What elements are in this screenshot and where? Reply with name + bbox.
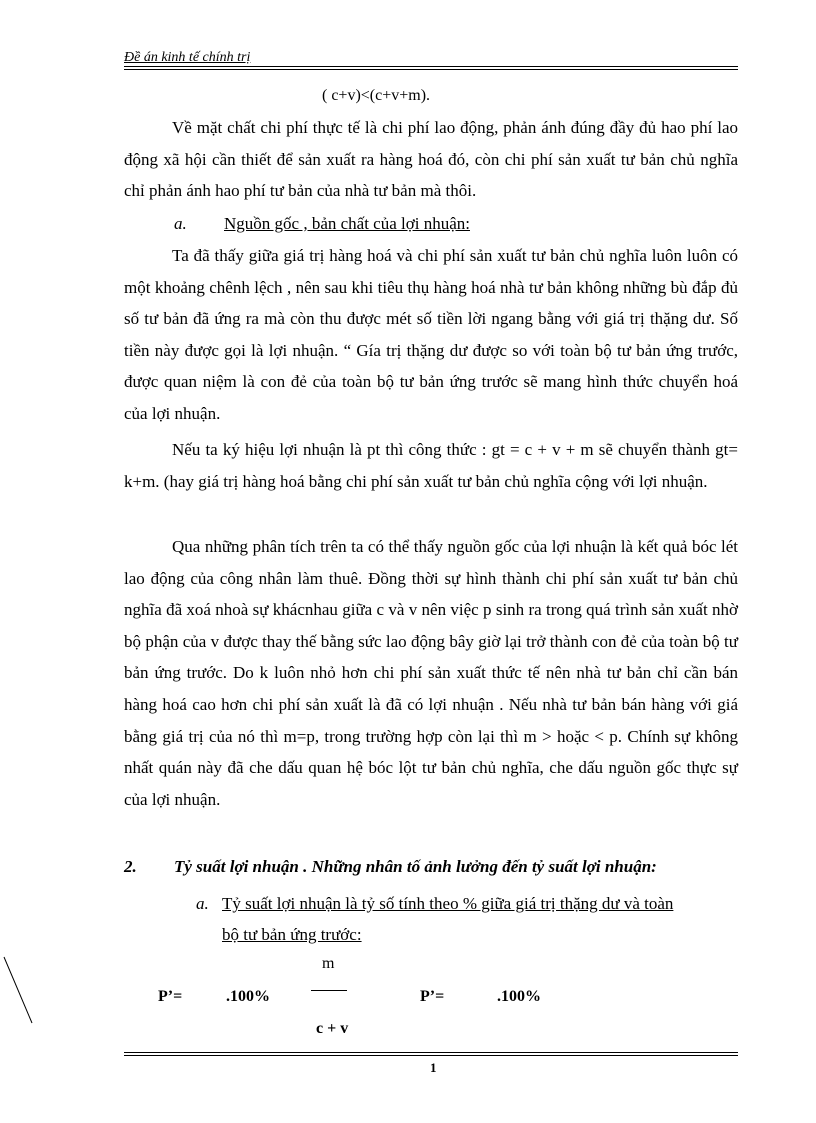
subheading-letter: a.	[174, 214, 187, 233]
formula-numerator: m	[322, 955, 335, 972]
formula-value-1: .100%	[226, 988, 270, 1005]
subheading-a-origin	[174, 214, 470, 234]
formula-value-2: .100%	[497, 988, 541, 1005]
section-number: 2.	[124, 857, 137, 876]
subheading-line-1: Tỷ suất lợi nhuận là tỷ số tính theo % giữa giá trị thặng dư và toàn	[222, 894, 674, 913]
subheading-letter: a.	[196, 894, 209, 913]
formula-label-1: P’=	[158, 988, 183, 1005]
paragraph-2-text: Ta đã thấy giữa giá trị hàng hoá và chi phí sản xuất tư bản chủ nghĩa luôn luôn có một khoảng chênh lệch , nên sau khi tiêu thụ hàng hoá nhà tư bản không những bù đắp đủ số tư bản đã ứng ra mà còn thu được mét số tiền lời ngang bằng với giá trị thặng dư. Số tiền này được gọi là lợi nhuận. “ Gía trị thặng dư được so với toàn bộ tư bản ứng trước, được quan niệm là con đẻ của toàn bộ tư bản ứng trước sẽ mang hình thức chuyển hoá của lợi nhuận.	[124, 246, 738, 423]
footer-rule-top	[124, 1052, 738, 1053]
paragraph-3-text: Nếu ta ký hiệu lợi nhuận là pt thì công thức : gt = c + v + m sẽ chuyển thành gt= k+m. (hay giá trị hàng hoá bằng chi phí sản xuất tư bản chủ nghĩa cộng với lợi nhuận.	[124, 440, 738, 491]
paragraph-3	[124, 434, 738, 497]
formula-denominator: c + v	[316, 1020, 349, 1037]
formula-label-2: P’=	[420, 988, 445, 1005]
page-number: 1	[430, 1060, 437, 1075]
fraction-bar	[311, 990, 347, 991]
paragraph-4-text: Qua những phân tích trên ta có thể thấy nguồn gốc của lợi nhuận là kết quả bóc lét lao động của công nhân làm thuê. Đồng thời sự hình thành chi phí sản xuất tư bản chủ nghĩa đã xoá nhoà sự khácnhau giữa c và v nên việc p sinh ra trong quá trình sản xuất nhờ bộ phận của v được thay thế bằng sức lao động bây giờ lại trở thành con đẻ của toàn bộ tư bản ứng trước. Do k luôn nhỏ hơn chi phí sản xuất thức tế nên nhà tư bản chỉ cần bán hàng hoá cao hơn chi phí sản xuất là đã có lợi nhuận . Nếu nhà tư bản bán hàng với giá bằng giá trị của nó thì m=p, trong trường hợp còn lại thì m > hoặc < p. Chính sự không nhất quán này đã che dấu quan hệ bóc lột tư bản chủ nghĩa, che dấu nguồn gốc thực sự của lợi nhuận.	[124, 537, 738, 809]
paragraph-2	[124, 240, 738, 430]
section-title: Tỷ suất lợi nhuận . Những nhân tố ảnh lưởng đến tỷ suất lợi nhuận:	[174, 857, 657, 876]
section-2-heading	[124, 857, 657, 877]
subheading-line-2: bộ tư bản ứng trước:	[222, 925, 362, 944]
header-rule-bottom	[124, 69, 738, 70]
paragraph-4	[124, 531, 738, 815]
diagonal-line	[0, 955, 40, 1027]
subheading-text: Nguồn gốc , bản chất của lợi nhuận:	[224, 214, 470, 233]
subheading-a-profit-rate	[196, 888, 742, 950]
paragraph-1-text: Về mặt chất chi phí thực tế là chi phí lao động, phản ánh đúng đầy đủ hao phí lao động xã hội cần thiết để sản xuất ra hàng hoá đó, còn chi phí sản xuất tư bản chủ nghĩa chỉ phản ánh hao phí tư bản của nhà tư bản mà thôi.	[124, 118, 738, 201]
paragraph-1	[124, 112, 738, 207]
footer-rule-bottom	[124, 1055, 738, 1056]
header-title: Đề án kinh tế chính trị	[124, 50, 251, 65]
header-rule-top	[124, 66, 738, 67]
inequality-formula: ( c+v)<(c+v+m).	[322, 87, 431, 104]
